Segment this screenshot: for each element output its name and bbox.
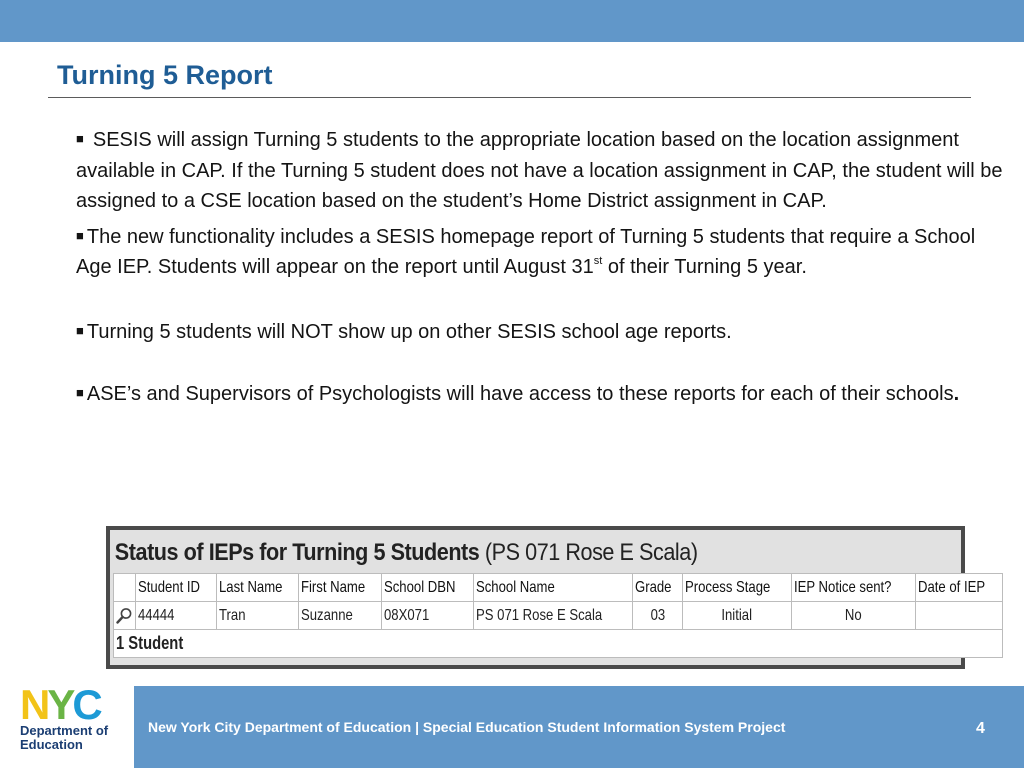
column-header: School Name xyxy=(474,574,633,602)
school-name-cell: PS 071 Rose E Scala xyxy=(474,602,633,630)
bullet-text: of their Turning 5 year. xyxy=(602,256,807,278)
column-header: IEP Notice sent? xyxy=(791,574,915,602)
svg-text:NYC xyxy=(20,686,102,722)
table-header-row xyxy=(114,574,1003,602)
table-count-row xyxy=(114,630,1003,658)
footer-logo-area xyxy=(0,686,134,768)
bullet-list xyxy=(76,124,1006,410)
logo-letter: N xyxy=(20,686,48,722)
bullet-square-icon: ■ xyxy=(76,227,84,243)
report-screenshot xyxy=(106,526,985,669)
column-header: Grade xyxy=(633,574,682,602)
student-count: 1 Student xyxy=(114,630,1003,658)
column-header: First Name xyxy=(298,574,381,602)
school-dbn-cell: 08X071 xyxy=(382,602,474,630)
bullet-square-icon: ■ xyxy=(76,385,84,400)
column-header: Process Stage xyxy=(682,574,791,602)
slide-title: Turning 5 Report xyxy=(57,60,273,90)
bullet-item xyxy=(76,124,1006,217)
bullet-item xyxy=(76,221,1006,283)
title-divider xyxy=(48,97,971,98)
bullet-text: ASE’s and Supervisors of Psychologists will have access to these reports for each of their schools xyxy=(86,383,954,405)
bullet-item xyxy=(76,316,1006,348)
logo-letter: C xyxy=(72,686,100,722)
column-header: School DBN xyxy=(382,574,474,602)
nyc-logo-icon xyxy=(20,686,128,722)
bullet-square-icon: ■ xyxy=(76,322,84,338)
footer-text: New York City Department of Education | Special Education Student Information System Project xyxy=(148,719,786,735)
logo-caption-line: Education xyxy=(20,737,83,752)
column-header: Student ID xyxy=(136,574,217,602)
logo-caption xyxy=(20,724,108,752)
header-icon-cell xyxy=(114,574,136,602)
top-banner xyxy=(0,0,1024,42)
iep-notice-cell: No xyxy=(791,602,915,630)
bullet-text: SESIS will assign Turning 5 students to the appropriate location based on the location assignment available in CAP. If the Turning 5 student does not have a location assignment in CAP, the student will be assigned to a CSE location based on the student’s Home District assignment in CAP. xyxy=(76,129,1003,212)
table-row xyxy=(114,602,1003,630)
first-name-cell: Suzanne xyxy=(298,602,381,630)
page-number: 4 xyxy=(976,720,985,737)
bullet-square-icon: ■ xyxy=(76,131,84,146)
magnifier-icon[interactable] xyxy=(114,602,136,630)
student-id-cell[interactable]: 44444 xyxy=(136,602,217,630)
report-subtitle: (PS 071 Rose E Scala) xyxy=(484,539,698,566)
bullet-period: . xyxy=(953,383,960,405)
bullet-text: The new functionality includes a SESIS homepage report of Turning 5 students that require a School Age IEP. Students will appear on the report until August 31 xyxy=(76,225,976,278)
column-header: Last Name xyxy=(216,574,298,602)
last-name-cell: Tran xyxy=(216,602,298,630)
report-table xyxy=(113,573,1003,658)
superscript: st xyxy=(593,255,603,267)
bullet-text: Turning 5 students will NOT show up on other SESIS school age reports. xyxy=(86,320,732,343)
report-panel xyxy=(110,530,985,665)
date-of-iep-cell xyxy=(915,602,1002,630)
logo-letter: Y xyxy=(47,686,73,722)
column-header: Date of IEP xyxy=(915,574,1002,602)
grade-cell: 03 xyxy=(633,602,682,630)
logo-caption-line: Department of xyxy=(20,723,109,738)
report-title-text: Status of IEPs for Turning 5 Students xyxy=(114,539,480,566)
bullet-item xyxy=(76,378,1006,410)
report-title xyxy=(113,533,874,573)
process-stage-cell: Initial xyxy=(682,602,791,630)
